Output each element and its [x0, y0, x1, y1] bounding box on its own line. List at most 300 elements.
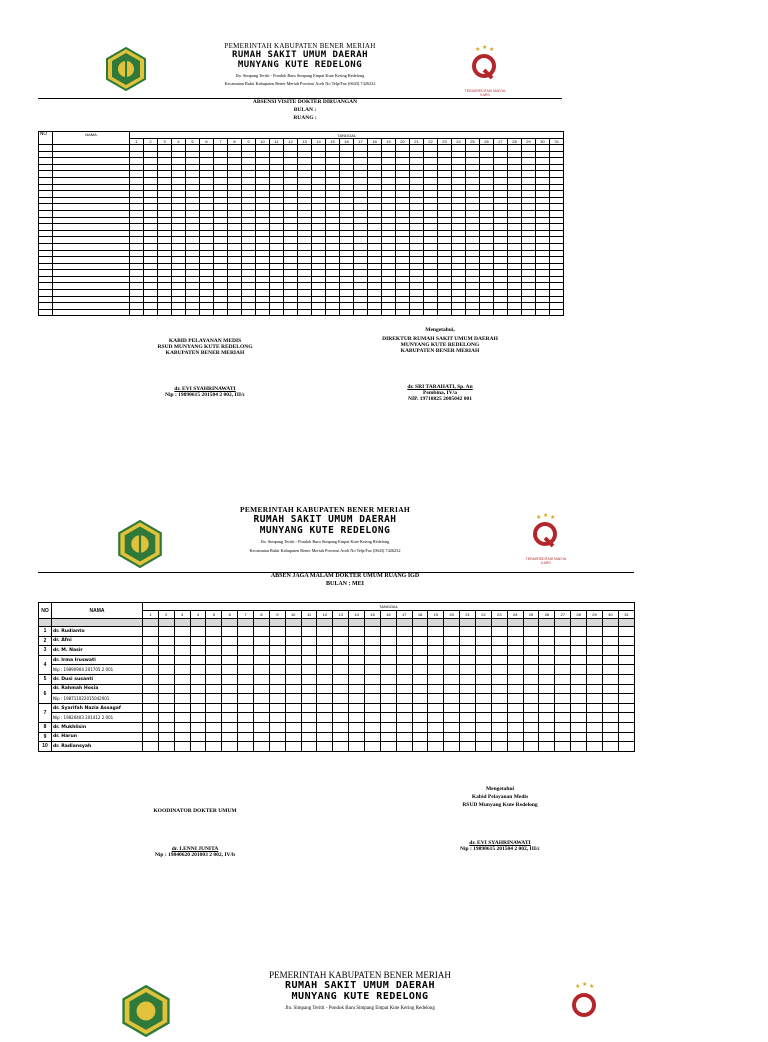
cell[interactable] [190, 646, 206, 656]
cell[interactable] [144, 217, 158, 224]
cell[interactable] [172, 191, 186, 198]
cell[interactable] [550, 283, 564, 290]
cell[interactable] [174, 636, 190, 646]
cell[interactable] [214, 204, 228, 211]
cell[interactable] [301, 713, 317, 723]
cell[interactable] [550, 204, 564, 211]
cell[interactable] [523, 627, 539, 637]
cell[interactable] [238, 674, 254, 684]
cell[interactable] [200, 158, 214, 165]
cell[interactable] [438, 309, 452, 316]
cell[interactable] [242, 191, 256, 198]
cell[interactable] [53, 191, 130, 198]
cell[interactable] [494, 270, 508, 277]
cell[interactable] [522, 270, 536, 277]
cell[interactable] [424, 217, 438, 224]
cell[interactable] [522, 145, 536, 152]
cell[interactable] [550, 230, 564, 237]
cell[interactable] [285, 646, 301, 656]
cell[interactable] [536, 204, 550, 211]
cell[interactable] [190, 703, 206, 713]
cell[interactable] [522, 158, 536, 165]
cell[interactable] [190, 627, 206, 637]
cell[interactable] [368, 217, 382, 224]
cell[interactable] [368, 309, 382, 316]
cell[interactable] [298, 158, 312, 165]
cell[interactable] [536, 309, 550, 316]
cell[interactable] [438, 243, 452, 250]
cell[interactable] [522, 237, 536, 244]
cell[interactable] [555, 703, 571, 713]
cell[interactable] [412, 646, 428, 656]
cell[interactable] [158, 177, 172, 184]
cell[interactable] [396, 674, 412, 684]
cell[interactable] [301, 732, 317, 742]
cell[interactable] [412, 713, 428, 723]
cell[interactable] [550, 158, 564, 165]
cell[interactable] [365, 646, 381, 656]
cell[interactable] [326, 197, 340, 204]
cell[interactable] [587, 674, 603, 684]
cell[interactable] [312, 243, 326, 250]
cell[interactable] [424, 184, 438, 191]
cell[interactable] [476, 665, 492, 675]
cell[interactable] [444, 722, 460, 732]
cell[interactable] [368, 230, 382, 237]
cell[interactable] [452, 283, 466, 290]
cell[interactable] [522, 210, 536, 217]
cell[interactable] [349, 722, 365, 732]
cell[interactable] [144, 237, 158, 244]
cell[interactable] [228, 197, 242, 204]
cell[interactable] [242, 296, 256, 303]
cell[interactable] [39, 191, 53, 198]
cell[interactable] [222, 627, 238, 637]
cell[interactable] [214, 197, 228, 204]
cell[interactable] [214, 283, 228, 290]
cell[interactable] [144, 263, 158, 270]
cell[interactable] [382, 197, 396, 204]
cell[interactable] [354, 243, 368, 250]
cell[interactable] [380, 636, 396, 646]
cell[interactable] [382, 303, 396, 310]
cell[interactable] [460, 713, 476, 723]
cell[interactable] [270, 164, 284, 171]
cell[interactable] [494, 309, 508, 316]
cell[interactable] [382, 164, 396, 171]
cell[interactable] [144, 171, 158, 178]
cell[interactable] [428, 674, 444, 684]
cell[interactable] [424, 210, 438, 217]
cell[interactable] [618, 665, 634, 675]
cell[interactable] [269, 742, 285, 752]
cell[interactable] [354, 290, 368, 297]
cell[interactable] [522, 171, 536, 178]
cell[interactable] [317, 694, 333, 704]
cell[interactable] [444, 713, 460, 723]
cell[interactable] [382, 151, 396, 158]
cell[interactable] [130, 243, 144, 250]
cell[interactable] [494, 158, 508, 165]
cell[interactable] [466, 303, 480, 310]
cell[interactable] [571, 627, 587, 637]
cell[interactable] [186, 197, 200, 204]
cell[interactable] [396, 158, 410, 165]
cell[interactable] [53, 197, 130, 204]
cell[interactable] [571, 694, 587, 704]
cell[interactable] [200, 197, 214, 204]
cell[interactable] [368, 210, 382, 217]
cell[interactable] [428, 742, 444, 752]
cell[interactable] [424, 230, 438, 237]
cell[interactable] [368, 164, 382, 171]
cell[interactable] [480, 145, 494, 152]
cell[interactable] [587, 646, 603, 656]
cell[interactable] [172, 204, 186, 211]
cell[interactable] [200, 276, 214, 283]
cell[interactable] [158, 204, 172, 211]
cell[interactable] [410, 145, 424, 152]
cell[interactable] [312, 210, 326, 217]
cell[interactable] [412, 636, 428, 646]
cell[interactable] [312, 270, 326, 277]
cell[interactable] [476, 627, 492, 637]
cell[interactable] [242, 151, 256, 158]
cell[interactable] [190, 636, 206, 646]
cell[interactable] [256, 191, 270, 198]
cell[interactable] [256, 197, 270, 204]
cell[interactable] [172, 177, 186, 184]
cell[interactable] [396, 243, 410, 250]
cell[interactable] [254, 665, 270, 675]
cell[interactable] [298, 257, 312, 264]
cell[interactable] [174, 694, 190, 704]
cell[interactable] [340, 184, 354, 191]
cell[interactable] [214, 224, 228, 231]
cell[interactable] [396, 184, 410, 191]
cell[interactable] [256, 224, 270, 231]
cell[interactable] [53, 177, 130, 184]
cell[interactable] [53, 237, 130, 244]
cell[interactable] [508, 250, 522, 257]
cell[interactable] [222, 636, 238, 646]
cell[interactable] [214, 158, 228, 165]
cell[interactable] [438, 145, 452, 152]
cell[interactable] [480, 217, 494, 224]
cell[interactable] [491, 655, 507, 665]
cell[interactable] [539, 636, 555, 646]
cell[interactable] [536, 243, 550, 250]
cell[interactable] [222, 722, 238, 732]
cell[interactable] [412, 742, 428, 752]
cell[interactable] [460, 627, 476, 637]
cell[interactable] [480, 158, 494, 165]
cell[interactable] [602, 655, 618, 665]
cell[interactable] [340, 145, 354, 152]
cell[interactable] [53, 296, 130, 303]
cell[interactable] [284, 303, 298, 310]
cell[interactable] [539, 694, 555, 704]
cell[interactable] [130, 276, 144, 283]
cell[interactable] [539, 665, 555, 675]
cell[interactable] [158, 636, 174, 646]
cell[interactable] [242, 145, 256, 152]
cell[interactable] [256, 270, 270, 277]
cell[interactable] [571, 732, 587, 742]
cell[interactable] [438, 290, 452, 297]
cell[interactable] [480, 257, 494, 264]
cell[interactable] [365, 674, 381, 684]
cell[interactable] [206, 694, 222, 704]
cell[interactable] [410, 224, 424, 231]
cell[interactable] [536, 224, 550, 231]
cell[interactable] [602, 742, 618, 752]
cell[interactable] [494, 243, 508, 250]
cell[interactable] [186, 191, 200, 198]
cell[interactable] [228, 309, 242, 316]
cell[interactable] [238, 713, 254, 723]
cell[interactable] [452, 243, 466, 250]
cell[interactable] [508, 303, 522, 310]
cell[interactable] [428, 684, 444, 694]
cell[interactable] [143, 627, 159, 637]
cell[interactable] [200, 237, 214, 244]
cell[interactable] [428, 665, 444, 675]
cell[interactable] [158, 184, 172, 191]
cell[interactable] [269, 674, 285, 684]
cell[interactable] [354, 270, 368, 277]
cell[interactable] [200, 263, 214, 270]
cell[interactable] [53, 217, 130, 224]
cell[interactable] [480, 230, 494, 237]
cell[interactable] [424, 171, 438, 178]
cell[interactable] [284, 224, 298, 231]
cell[interactable] [130, 303, 144, 310]
cell[interactable] [349, 674, 365, 684]
cell[interactable] [143, 655, 159, 665]
cell[interactable] [522, 257, 536, 264]
cell[interactable] [312, 257, 326, 264]
cell[interactable] [174, 665, 190, 675]
cell[interactable] [222, 684, 238, 694]
cell[interactable] [536, 191, 550, 198]
cell[interactable] [349, 684, 365, 694]
cell[interactable] [365, 732, 381, 742]
cell[interactable] [333, 655, 349, 665]
cell[interactable] [476, 722, 492, 732]
cell[interactable] [380, 627, 396, 637]
cell[interactable] [256, 151, 270, 158]
cell[interactable] [222, 646, 238, 656]
cell[interactable] [508, 296, 522, 303]
cell[interactable] [256, 164, 270, 171]
cell[interactable] [550, 270, 564, 277]
cell[interactable] [326, 290, 340, 297]
cell[interactable] [144, 184, 158, 191]
cell[interactable] [571, 636, 587, 646]
cell[interactable] [298, 230, 312, 237]
cell[interactable] [410, 171, 424, 178]
cell[interactable] [256, 204, 270, 211]
cell[interactable] [587, 703, 603, 713]
cell[interactable] [491, 646, 507, 656]
cell[interactable] [536, 197, 550, 204]
cell[interactable] [269, 646, 285, 656]
cell[interactable] [200, 257, 214, 264]
cell[interactable] [256, 171, 270, 178]
cell[interactable] [410, 263, 424, 270]
cell[interactable] [158, 263, 172, 270]
cell[interactable] [228, 145, 242, 152]
cell[interactable] [186, 257, 200, 264]
cell[interactable] [340, 171, 354, 178]
cell[interactable] [476, 655, 492, 665]
cell[interactable] [317, 722, 333, 732]
cell[interactable] [428, 627, 444, 637]
cell[interactable] [396, 627, 412, 637]
cell[interactable] [438, 224, 452, 231]
cell[interactable] [438, 197, 452, 204]
cell[interactable] [480, 171, 494, 178]
cell[interactable] [466, 237, 480, 244]
cell[interactable] [186, 283, 200, 290]
cell[interactable] [228, 184, 242, 191]
cell[interactable] [380, 722, 396, 732]
cell[interactable] [312, 191, 326, 198]
cell[interactable] [144, 230, 158, 237]
cell[interactable] [53, 164, 130, 171]
cell[interactable] [380, 665, 396, 675]
cell[interactable] [438, 283, 452, 290]
cell[interactable] [480, 237, 494, 244]
cell[interactable] [158, 703, 174, 713]
cell[interactable] [214, 243, 228, 250]
cell[interactable] [550, 303, 564, 310]
cell[interactable] [618, 636, 634, 646]
cell[interactable] [326, 171, 340, 178]
cell[interactable] [550, 290, 564, 297]
cell[interactable] [539, 732, 555, 742]
cell[interactable] [269, 627, 285, 637]
cell[interactable] [508, 204, 522, 211]
cell[interactable] [428, 694, 444, 704]
cell[interactable] [380, 713, 396, 723]
cell[interactable] [39, 250, 53, 257]
cell[interactable] [298, 276, 312, 283]
cell[interactable] [186, 210, 200, 217]
cell[interactable] [571, 703, 587, 713]
cell[interactable] [508, 184, 522, 191]
cell[interactable] [222, 665, 238, 675]
cell[interactable] [452, 263, 466, 270]
cell[interactable] [382, 204, 396, 211]
cell[interactable] [333, 703, 349, 713]
cell[interactable] [172, 303, 186, 310]
cell[interactable] [508, 158, 522, 165]
cell[interactable] [284, 283, 298, 290]
cell[interactable] [494, 177, 508, 184]
cell[interactable] [206, 627, 222, 637]
cell[interactable] [438, 191, 452, 198]
cell[interactable] [254, 722, 270, 732]
cell[interactable] [39, 224, 53, 231]
cell[interactable] [172, 309, 186, 316]
cell[interactable] [256, 210, 270, 217]
cell[interactable] [285, 713, 301, 723]
cell[interactable] [480, 184, 494, 191]
cell[interactable] [410, 250, 424, 257]
cell[interactable] [312, 290, 326, 297]
cell[interactable] [174, 646, 190, 656]
cell[interactable] [312, 145, 326, 152]
cell[interactable] [200, 191, 214, 198]
cell[interactable] [340, 250, 354, 257]
cell[interactable] [368, 290, 382, 297]
cell[interactable] [298, 263, 312, 270]
cell[interactable] [186, 243, 200, 250]
cell[interactable] [508, 283, 522, 290]
cell[interactable] [158, 171, 172, 178]
cell[interactable] [186, 158, 200, 165]
cell[interactable] [285, 665, 301, 675]
cell[interactable] [550, 243, 564, 250]
cell[interactable] [312, 309, 326, 316]
cell[interactable] [301, 742, 317, 752]
cell[interactable] [200, 204, 214, 211]
cell[interactable] [340, 296, 354, 303]
cell[interactable] [254, 742, 270, 752]
cell[interactable] [480, 151, 494, 158]
cell[interactable] [587, 732, 603, 742]
cell[interactable] [494, 237, 508, 244]
cell[interactable] [523, 684, 539, 694]
cell[interactable] [340, 237, 354, 244]
cell[interactable] [466, 164, 480, 171]
cell[interactable] [200, 303, 214, 310]
cell[interactable] [269, 655, 285, 665]
cell[interactable] [618, 646, 634, 656]
cell[interactable] [312, 184, 326, 191]
cell[interactable] [238, 655, 254, 665]
cell[interactable] [508, 224, 522, 231]
cell[interactable] [555, 674, 571, 684]
cell[interactable] [382, 270, 396, 277]
cell[interactable] [206, 713, 222, 723]
cell[interactable] [284, 237, 298, 244]
cell[interactable] [452, 217, 466, 224]
cell[interactable] [424, 151, 438, 158]
cell[interactable] [539, 722, 555, 732]
cell[interactable] [410, 309, 424, 316]
cell[interactable] [444, 665, 460, 675]
cell[interactable] [158, 237, 172, 244]
cell[interactable] [424, 309, 438, 316]
cell[interactable] [382, 296, 396, 303]
cell[interactable] [460, 646, 476, 656]
cell[interactable] [39, 197, 53, 204]
cell[interactable] [494, 303, 508, 310]
cell[interactable] [571, 646, 587, 656]
cell[interactable] [269, 684, 285, 694]
cell[interactable] [349, 713, 365, 723]
cell[interactable] [480, 224, 494, 231]
cell[interactable] [424, 276, 438, 283]
cell[interactable] [410, 217, 424, 224]
cell[interactable] [410, 270, 424, 277]
cell[interactable] [242, 270, 256, 277]
cell[interactable] [523, 732, 539, 742]
cell[interactable] [523, 742, 539, 752]
